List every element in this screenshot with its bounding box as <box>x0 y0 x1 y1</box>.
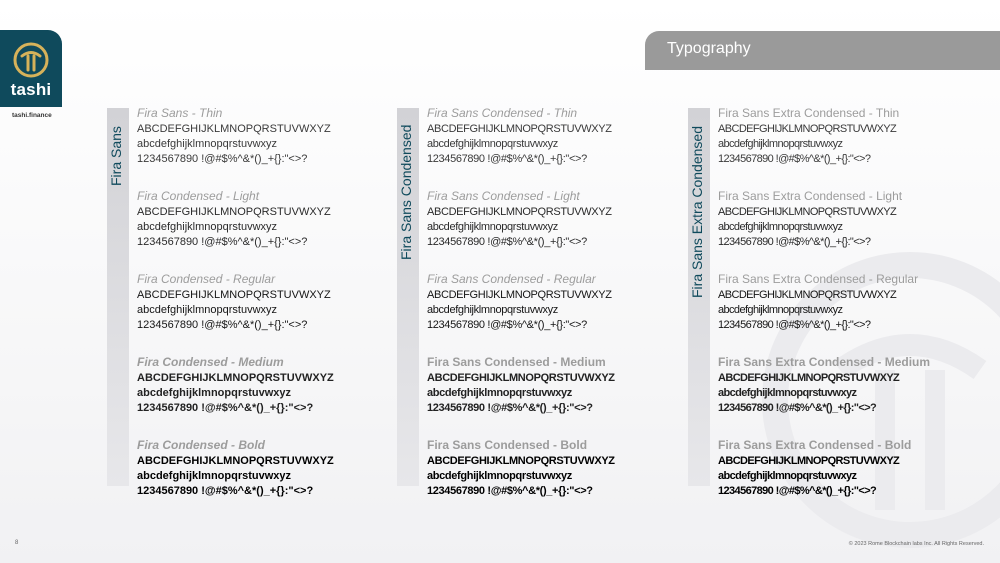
font-column-fira-sans-condensed <box>397 104 657 504</box>
brand-domain: tashi.finance <box>12 112 52 119</box>
uppercase-sample: ABCDEFGHIJKLMNOPQRSTUVWXYZ <box>718 455 900 467</box>
font-style-block <box>427 187 657 250</box>
uppercase-sample: ABCDEFGHIJKLMNOPQRSTUVWXYZ <box>427 372 615 384</box>
font-style-block <box>718 436 948 499</box>
font-style-block <box>427 353 657 416</box>
lowercase-sample: abcdefghijklmnopqrstuvwxyz <box>718 470 857 482</box>
font-style-block <box>137 187 367 250</box>
symbols-sample: 1234567890 !@#$%^&*()_+{}:"<>? <box>718 402 877 414</box>
style-name: Fira Condensed - Bold <box>137 438 266 452</box>
symbols-sample: 1234567890 !@#$%^&*()_+{}:"<>? <box>718 236 871 248</box>
section-header <box>645 31 1000 70</box>
style-name: Fira Sans Extra Condensed - Bold <box>718 438 912 452</box>
lowercase-sample: abcdefghijklmnopqrstuvwxyz <box>427 387 572 399</box>
uppercase-sample: ABCDEFGHIJKLMNOPQRSTUVWXYZ <box>427 123 612 135</box>
column-label: Fira Sans Extra Condensed <box>689 126 705 298</box>
font-style-block <box>137 436 367 499</box>
font-column-fira-sans-extra-condensed <box>688 104 948 504</box>
lowercase-sample: abcdefghijklmnopqrstuvwxyz <box>427 304 558 316</box>
symbols-sample: 1234567890 !@#$%^&*()_+{}:"<>? <box>137 319 308 331</box>
style-name: Fira Sans Extra Condensed - Medium <box>718 355 931 369</box>
style-name: Fira Sans Condensed - Light <box>427 189 580 203</box>
font-style-block <box>137 104 367 167</box>
uppercase-sample: ABCDEFGHIJKLMNOPQRSTUVWXYZ <box>137 455 334 467</box>
symbols-sample: 1234567890 !@#$%^&*()_+{}:"<>? <box>427 153 587 165</box>
style-name: Fira Sans Condensed - Bold <box>427 438 588 452</box>
font-style-block <box>718 270 948 333</box>
lowercase-sample: abcdefghijklmnopqrstuvwxyz <box>718 221 843 233</box>
symbols-sample: 1234567890 !@#$%^&*()_+{}:"<>? <box>137 153 308 165</box>
lowercase-sample: abcdefghijklmnopqrstuvwxyz <box>427 138 558 150</box>
copyright-notice: © 2023 Rome Blockchain labs Inc. All Rights Reserved. <box>848 541 984 547</box>
font-style-block <box>718 104 948 167</box>
lowercase-sample: abcdefghijklmnopqrstuvwxyz <box>718 304 843 316</box>
symbols-sample: 1234567890 !@#$%^&*()_+{}:"<>? <box>427 485 593 497</box>
page-number: 8 <box>15 540 19 546</box>
uppercase-sample: ABCDEFGHIJKLMNOPQRSTUVWXYZ <box>718 123 897 135</box>
symbols-sample: 1234567890 !@#$%^&*()_+{}:"<>? <box>427 402 593 414</box>
lowercase-sample: abcdefghijklmnopqrstuvwxyz <box>137 138 278 150</box>
uppercase-sample: ABCDEFGHIJKLMNOPQRSTUVWXYZ <box>137 123 331 135</box>
lowercase-sample: abcdefghijklmnopqrstuvwxyz <box>137 221 278 233</box>
symbols-sample: 1234567890 !@#$%^&*()_+{}:"<>? <box>427 319 587 331</box>
symbols-sample: 1234567890 !@#$%^&*()_+{}:"<>? <box>427 236 587 248</box>
brand-logo <box>0 30 62 107</box>
lowercase-sample: abcdefghijklmnopqrstuvwxyz <box>718 387 857 399</box>
font-style-block <box>427 104 657 167</box>
symbols-sample: 1234567890 !@#$%^&*()_+{}:"<>? <box>718 485 877 497</box>
style-name: Fira Condensed - Light <box>137 189 260 203</box>
uppercase-sample: ABCDEFGHIJKLMNOPQRSTUVWXYZ <box>718 289 897 301</box>
font-style-block <box>718 353 948 416</box>
brand-name: tashi <box>10 80 52 99</box>
uppercase-sample: ABCDEFGHIJKLMNOPQRSTUVWXYZ <box>137 206 331 218</box>
font-column-fira-sans <box>107 104 367 504</box>
style-name: Fira Sans Condensed - Regular <box>427 272 596 286</box>
lowercase-sample: abcdefghijklmnopqrstuvwxyz <box>718 138 843 150</box>
uppercase-sample: ABCDEFGHIJKLMNOPQRSTUVWXYZ <box>137 289 331 301</box>
symbols-sample: 1234567890 !@#$%^&*()_+{}:"<>? <box>137 236 308 248</box>
lowercase-sample: abcdefghijklmnopqrstuvwxyz <box>137 470 292 482</box>
lowercase-sample: abcdefghijklmnopqrstuvwxyz <box>427 470 572 482</box>
uppercase-sample: ABCDEFGHIJKLMNOPQRSTUVWXYZ <box>427 289 612 301</box>
style-name: Fira Condensed - Regular <box>137 272 276 286</box>
style-name: Fira Sans - Thin <box>137 106 223 120</box>
uppercase-sample: ABCDEFGHIJKLMNOPQRSTUVWXYZ <box>427 455 615 467</box>
symbols-sample: 1234567890 !@#$%^&*()_+{}:"<>? <box>718 319 871 331</box>
column-label: Fira Sans Condensed <box>398 124 414 260</box>
column-side-bar <box>688 108 710 486</box>
font-style-block <box>427 436 657 499</box>
uppercase-sample: ABCDEFGHIJKLMNOPQRSTUVWXYZ <box>718 372 900 384</box>
page-title: Typography <box>667 40 751 57</box>
style-name: Fira Sans Extra Condensed - Regular <box>718 272 919 286</box>
column-side-bar <box>397 108 419 486</box>
style-name: Fira Sans Extra Condensed - Light <box>718 189 903 203</box>
lowercase-sample: abcdefghijklmnopqrstuvwxyz <box>137 304 278 316</box>
symbols-sample: 1234567890 !@#$%^&*()_+{}:"<>? <box>718 153 871 165</box>
font-style-block <box>137 270 367 333</box>
lowercase-sample: abcdefghijklmnopqrstuvwxyz <box>427 221 558 233</box>
font-style-block <box>718 187 948 250</box>
style-name: Fira Sans Condensed - Thin <box>427 106 578 120</box>
uppercase-sample: ABCDEFGHIJKLMNOPQRSTUVWXYZ <box>718 206 897 218</box>
column-side-bar <box>107 108 129 486</box>
font-style-block <box>427 270 657 333</box>
uppercase-sample: ABCDEFGHIJKLMNOPQRSTUVWXYZ <box>427 206 612 218</box>
symbols-sample: 1234567890 !@#$%^&*()_+{}:"<>? <box>137 485 314 497</box>
symbols-sample: 1234567890 !@#$%^&*()_+{}:"<>? <box>137 402 314 414</box>
style-name: Fira Condensed - Medium <box>137 355 284 369</box>
style-name: Fira Sans Condensed - Medium <box>427 355 606 369</box>
lowercase-sample: abcdefghijklmnopqrstuvwxyz <box>137 387 292 399</box>
column-label: Fira Sans <box>108 126 124 186</box>
font-style-block <box>137 353 367 416</box>
style-name: Fira Sans Extra Condensed - Thin <box>718 106 900 120</box>
tashi-logo-icon <box>13 42 49 78</box>
uppercase-sample: ABCDEFGHIJKLMNOPQRSTUVWXYZ <box>137 372 334 384</box>
